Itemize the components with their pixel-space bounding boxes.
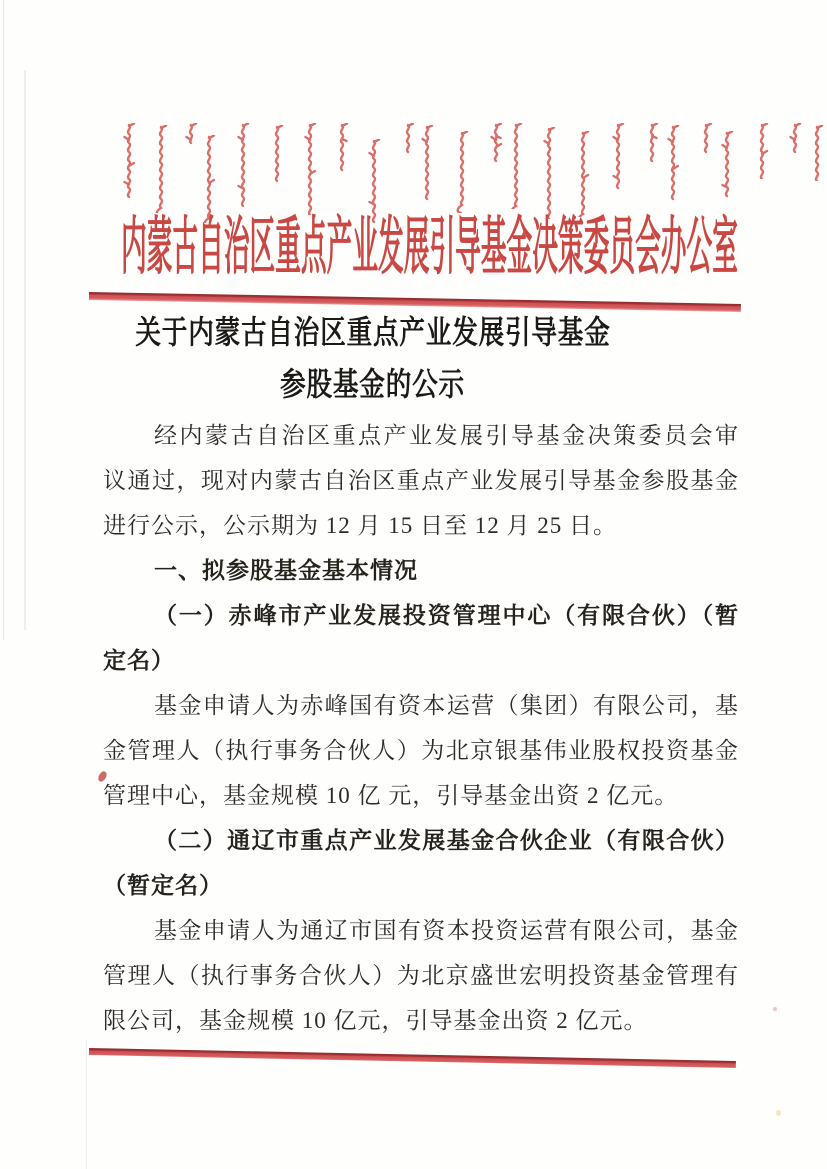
mongolian-glyph-column <box>184 123 198 149</box>
mongolian-glyph-column <box>810 125 824 181</box>
letterhead-issuer-text: 内蒙古自治区重点产业发展引导基金决策委员会办公室 <box>121 212 738 282</box>
mongolian-glyph-column <box>455 131 469 213</box>
mongolian-glyph-column <box>720 131 734 203</box>
mongolian-glyph-column <box>489 123 503 167</box>
document-title-line1 <box>0 314 746 350</box>
scan-artifact-line <box>86 1040 87 1169</box>
mongolian-glyph-column <box>122 123 136 201</box>
mongolian-glyph-column <box>755 123 769 179</box>
mongolian-glyph-column <box>788 123 802 153</box>
body-line-9: 管理中心，基金规模 10 亿 元，引导基金出资 2 亿元。 <box>103 783 679 808</box>
document-title-line2 <box>0 366 746 402</box>
body-line-10: （二）通辽市重点产业发展基金合伙企业（有限合伙） <box>154 828 739 853</box>
scan-artifact-line <box>24 70 26 630</box>
body-line-7: 基金申请人为赤峰国有资本运营（集团）有限公司，基 <box>154 693 739 718</box>
mongolian-glyph-column <box>236 123 250 207</box>
scan-speck <box>776 1110 781 1116</box>
mongolian-glyph-column <box>645 123 659 167</box>
mongolian-glyph-column <box>611 123 625 193</box>
body-line-8: 金管理人（执行事务合伙人）为北京银基伟业股权投资基金 <box>103 738 739 763</box>
letterhead-issuer <box>121 213 738 281</box>
mongolian-glyph-column <box>367 139 381 223</box>
mongolian-glyph-column <box>202 135 216 223</box>
mongolian-glyph-column <box>401 123 415 157</box>
document-title-text2: 参股基金的公示 <box>280 366 466 402</box>
mongolian-glyph-column <box>699 123 713 157</box>
mongolian-glyph-column <box>420 125 434 201</box>
body-line-2: 议通过，现对内蒙古自治区重点产业发展引导基金参股基金 <box>103 468 739 493</box>
body-line-5: （一）赤峰市产业发展投资管理中心（有限合伙）（暂 <box>154 603 739 628</box>
mongolian-glyph-column <box>666 125 680 205</box>
mongolian-glyph-column <box>576 131 590 217</box>
body-line-3: 进行公示，公示期为 12 月 15 日至 12 月 25 日。 <box>103 513 617 538</box>
body-line-6: 定名） <box>103 648 175 673</box>
scan-speck <box>773 1007 777 1011</box>
body-line-13: 管理人（执行事务合伙人）为北京盛世宏明投资基金管理有 <box>103 963 739 988</box>
body-line-14: 限公司，基金规模 10 亿元，引导基金出资 2 亿元。 <box>103 1008 648 1033</box>
mongolian-glyph-column <box>303 123 317 215</box>
body-line-11: （暂定名） <box>103 873 223 898</box>
body-line-1: 经内蒙古自治区重点产业发展引导基金决策委员会审 <box>154 423 739 448</box>
body-line-12: 基金申请人为通辽市国有资本投资运营有限公司，基金 <box>154 918 739 943</box>
mongolian-glyph-column <box>509 123 523 209</box>
mongolian-glyph-column <box>335 123 349 177</box>
mongolian-glyph-column <box>542 127 556 219</box>
body-line-4: 一、拟参股基金基本情况 <box>154 557 418 583</box>
mongolian-glyph-column <box>270 125 284 185</box>
header-divider-rule <box>89 292 741 312</box>
footer-divider-rule <box>89 1048 736 1068</box>
mongolian-glyph-column <box>154 125 168 213</box>
document-title-text1: 关于内蒙古自治区重点产业发展引导基金 <box>135 314 611 350</box>
